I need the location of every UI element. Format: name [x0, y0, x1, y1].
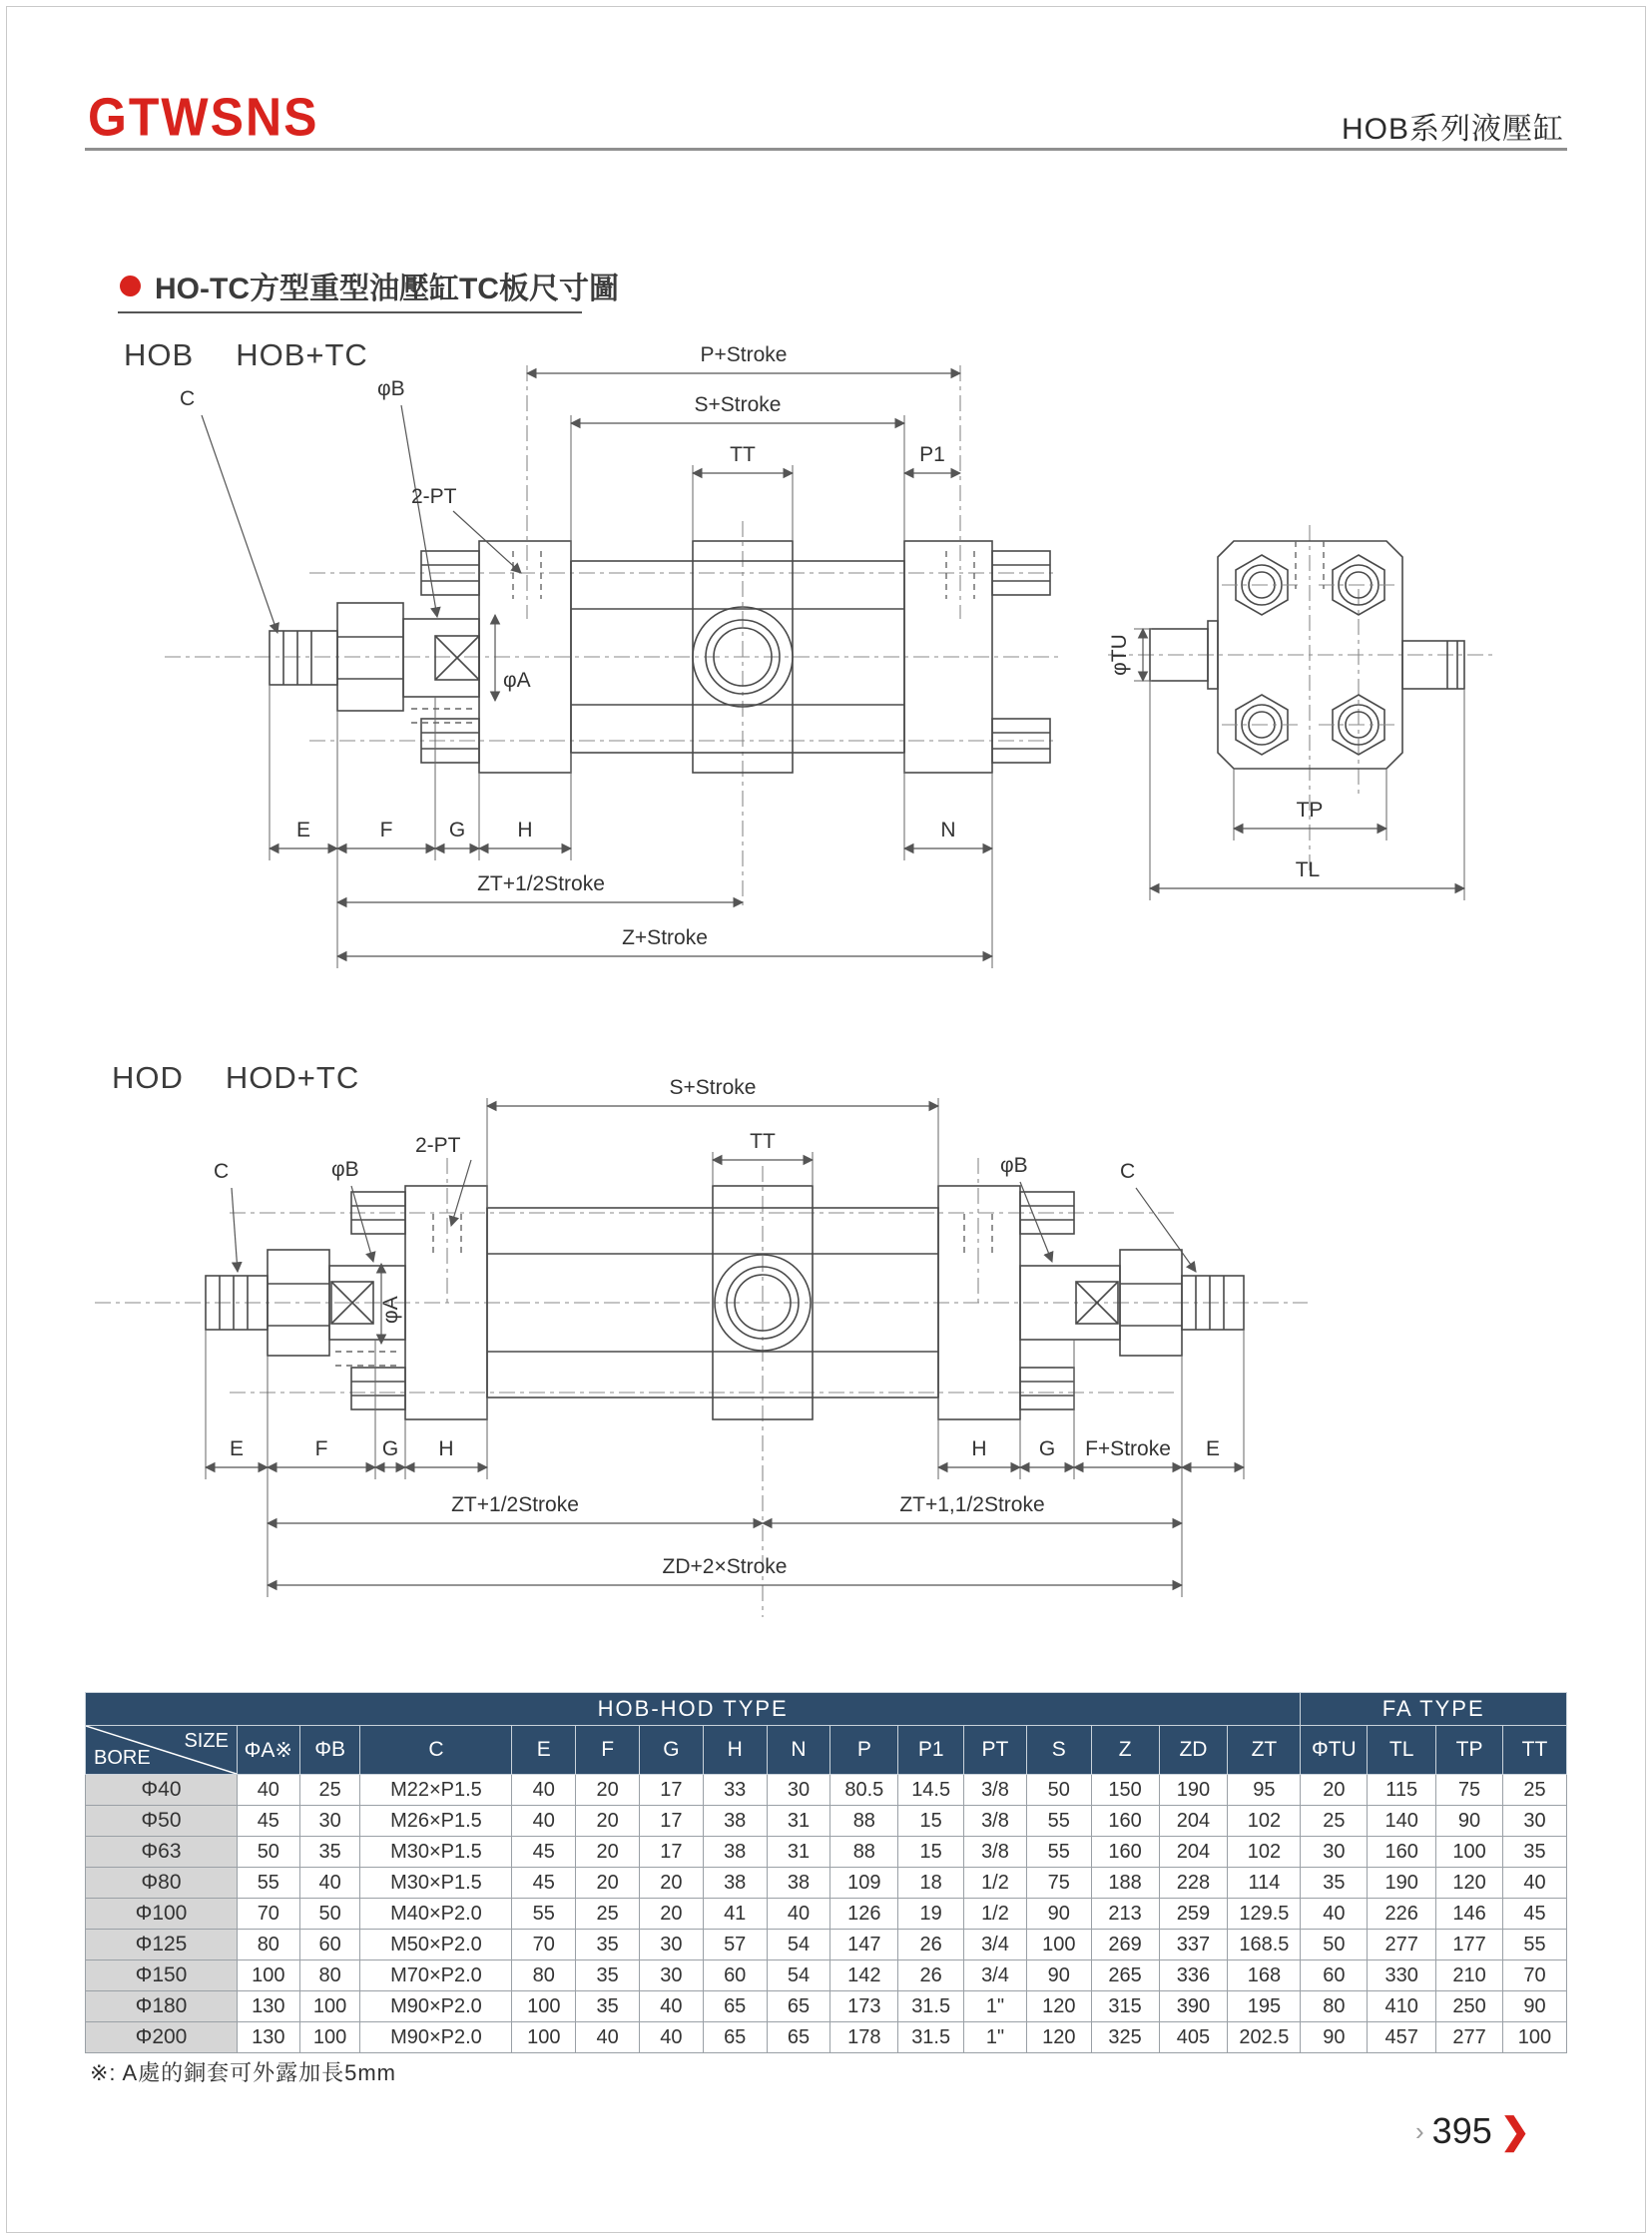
- table-cell: 45: [512, 1837, 576, 1868]
- table-cell: 130: [237, 1991, 299, 2022]
- table-cell: 60: [299, 1930, 360, 1960]
- label-phi-tu: φTU: [1108, 634, 1131, 676]
- table-cell: 90: [1301, 2022, 1368, 2053]
- dim-z-stroke: Z+Stroke: [622, 926, 708, 949]
- table-cell: 35: [1301, 1868, 1368, 1899]
- table-cell: 55: [512, 1899, 576, 1930]
- table-cell: 213: [1091, 1899, 1159, 1930]
- dim-n: N: [940, 819, 956, 841]
- column-header: ZD: [1159, 1726, 1228, 1775]
- table-cell: 25: [1502, 1775, 1566, 1806]
- table-cell: 31.5: [898, 1991, 964, 2022]
- table-cell: 26: [898, 1960, 964, 1991]
- bore-cell: Φ200: [86, 2022, 238, 2053]
- table-cell: 405: [1159, 2022, 1228, 2053]
- dim-h: H: [517, 819, 533, 841]
- table-cell: 40: [1502, 1868, 1566, 1899]
- table-cell: 55: [1502, 1930, 1566, 1960]
- table-cell: 100: [512, 2022, 576, 2053]
- column-header: ΦB: [299, 1726, 360, 1775]
- table-row: [86, 1899, 1567, 1930]
- table-cell: 277: [1368, 1930, 1436, 1960]
- table-cell: 65: [703, 1991, 767, 2022]
- table-cell: 40: [767, 1899, 830, 1930]
- table-cell: 178: [830, 2022, 898, 2053]
- table-row: [86, 1991, 1567, 2022]
- table-cell: 80: [237, 1930, 299, 1960]
- spec-table: [85, 1692, 1567, 2053]
- table-cell: 160: [1368, 1837, 1436, 1868]
- bore-cell: Φ100: [86, 1899, 238, 1930]
- table-cell: 70: [512, 1930, 576, 1960]
- table-cell: 173: [830, 1991, 898, 2022]
- dim-zt-half: ZT+1/2Stroke: [477, 872, 605, 895]
- table-cell: 3/4: [964, 1960, 1027, 1991]
- table-cell: 120: [1026, 2022, 1091, 2053]
- dim-g-right: G: [1038, 1437, 1056, 1460]
- table-cell: 204: [1159, 1806, 1228, 1837]
- table-cell: 25: [1301, 1806, 1368, 1837]
- label-phi-b: φB: [377, 377, 405, 400]
- table-cell: M30×P1.5: [360, 1837, 512, 1868]
- table-cell: 88: [830, 1837, 898, 1868]
- table-cell: 100: [299, 1991, 360, 2022]
- column-header: ΦA※: [237, 1726, 299, 1775]
- table-cell: 41: [703, 1899, 767, 1930]
- table-group-header-row: [86, 1693, 1567, 1726]
- dim-g-left: G: [381, 1437, 399, 1460]
- table-cell: 3/4: [964, 1930, 1027, 1960]
- table-cell: 38: [767, 1868, 830, 1899]
- table-cell: 146: [1436, 1899, 1503, 1930]
- table-cell: 57: [703, 1930, 767, 1960]
- table-cell: 150: [1091, 1775, 1159, 1806]
- table-cell: 336: [1159, 1960, 1228, 1991]
- label-phi-b-left: φB: [331, 1158, 359, 1181]
- table-cell: M40×P2.0: [360, 1899, 512, 1930]
- table-cell: 100: [1436, 1837, 1503, 1868]
- table-cell: 33: [703, 1775, 767, 1806]
- column-header: PT: [964, 1726, 1027, 1775]
- table-row: [86, 1930, 1567, 1960]
- table-cell: 14.5: [898, 1775, 964, 1806]
- header-rule: [85, 148, 1567, 151]
- column-header: TP: [1436, 1726, 1503, 1775]
- table-cell: 202.5: [1228, 2022, 1301, 2053]
- table-cell: 70: [237, 1899, 299, 1930]
- table-cell: 55: [1026, 1806, 1091, 1837]
- table-cell: 30: [299, 1806, 360, 1837]
- table-cell: 457: [1368, 2022, 1436, 2053]
- table-cell: 265: [1091, 1960, 1159, 1991]
- table-cell: 20: [576, 1837, 640, 1868]
- table-cell: 90: [1436, 1806, 1503, 1837]
- bore-cell: Φ180: [86, 1991, 238, 2022]
- column-header: G: [640, 1726, 704, 1775]
- dim-h-left: H: [438, 1437, 454, 1460]
- column-header: Z: [1091, 1726, 1159, 1775]
- figure2-name-b: HOD+TC: [225, 1060, 360, 1095]
- hob-dimensions: [180, 343, 992, 968]
- table-cell: 95: [1228, 1775, 1301, 1806]
- table-cell: 20: [640, 1899, 704, 1930]
- table-cell: 65: [703, 2022, 767, 2053]
- table-cell: 80: [1301, 1991, 1368, 2022]
- table-row: [86, 1960, 1567, 1991]
- bore-cell: Φ40: [86, 1775, 238, 1806]
- table-cell: 35: [576, 1930, 640, 1960]
- table-cell: 410: [1368, 1991, 1436, 2022]
- figure2-name-a: HOD: [112, 1060, 184, 1095]
- table-cell: 277: [1436, 2022, 1503, 2053]
- label-phi-a: φA: [379, 1296, 402, 1324]
- table-cell: 40: [640, 1991, 704, 2022]
- label-c-right: C: [1120, 1160, 1136, 1183]
- table-cell: 31.5: [898, 2022, 964, 2053]
- figure1-name-b: HOB+TC: [236, 337, 368, 372]
- dim-e: E: [295, 819, 311, 841]
- column-header: N: [767, 1726, 830, 1775]
- red-bullet-icon: [120, 276, 141, 296]
- table-cell: 90: [1502, 1991, 1566, 2022]
- table-cell: 15: [898, 1837, 964, 1868]
- table-cell: 160: [1091, 1806, 1159, 1837]
- table-cell: 3/8: [964, 1806, 1027, 1837]
- table-cell: 250: [1436, 1991, 1503, 2022]
- label-2pt: 2-PT: [415, 1134, 461, 1157]
- table-cell: 54: [767, 1930, 830, 1960]
- table-cell: M22×P1.5: [360, 1775, 512, 1806]
- table-cell: 115: [1368, 1775, 1436, 1806]
- dim-zd-two: ZD+2×Stroke: [662, 1555, 788, 1578]
- table-cell: 1/2: [964, 1868, 1027, 1899]
- column-header: E: [512, 1726, 576, 1775]
- table-cell: 35: [299, 1837, 360, 1868]
- table-cell: 40: [237, 1775, 299, 1806]
- bore-cell: Φ63: [86, 1837, 238, 1868]
- table-cell: 188: [1091, 1868, 1159, 1899]
- table-cell: 80: [512, 1960, 576, 1991]
- table-cell: M90×P2.0: [360, 2022, 512, 2053]
- table-cell: M50×P2.0: [360, 1930, 512, 1960]
- table-cell: 120: [1436, 1868, 1503, 1899]
- figure1-name-a: HOB: [124, 337, 195, 372]
- column-header: H: [703, 1726, 767, 1775]
- bore-cell: Φ125: [86, 1930, 238, 1960]
- hob-dimension-drawing: [150, 289, 1577, 1008]
- table-cell: 55: [1026, 1837, 1091, 1868]
- dim-tt: TT: [750, 1130, 776, 1153]
- label-c-left: C: [214, 1160, 230, 1183]
- table-cell: 330: [1368, 1960, 1436, 1991]
- table-cell: 3/8: [964, 1775, 1027, 1806]
- table-cell: 31: [767, 1806, 830, 1837]
- table-cell: 75: [1026, 1868, 1091, 1899]
- table-cell: 102: [1228, 1806, 1301, 1837]
- table-cell: 45: [1502, 1899, 1566, 1930]
- table-cell: 195: [1228, 1991, 1301, 2022]
- table-cell: 1": [964, 2022, 1027, 2053]
- dim-s-stroke: S+Stroke: [694, 393, 782, 416]
- dim-p1: P1: [919, 443, 945, 466]
- table-cell: 20: [640, 1868, 704, 1899]
- table-cell: 190: [1368, 1868, 1436, 1899]
- table-cell: 114: [1228, 1868, 1301, 1899]
- table-row: [86, 1775, 1567, 1806]
- section-title-text: HO-TC方型重型油壓缸TC板尺寸圖: [155, 273, 619, 305]
- table-cell: 45: [512, 1868, 576, 1899]
- page-number: 395: [1431, 2110, 1492, 2151]
- table-cell: 168.5: [1228, 1930, 1301, 1960]
- table-cell: 1": [964, 1991, 1027, 2022]
- dim-e-left: E: [229, 1437, 245, 1460]
- table-cell: 20: [576, 1775, 640, 1806]
- dim-f-left: F: [314, 1437, 328, 1460]
- bore-cell: Φ150: [86, 1960, 238, 1991]
- table-cell: 204: [1159, 1837, 1228, 1868]
- table-cell: 1/2: [964, 1899, 1027, 1930]
- column-header: P1: [898, 1726, 964, 1775]
- table-cell: 17: [640, 1806, 704, 1837]
- table-row: [86, 1806, 1567, 1837]
- column-header: ZT: [1228, 1726, 1301, 1775]
- bore-cell: Φ80: [86, 1868, 238, 1899]
- bore-cell: Φ50: [86, 1806, 238, 1837]
- table-cell: 228: [1159, 1868, 1228, 1899]
- table-cell: 80.5: [830, 1775, 898, 1806]
- dim-tp: TP: [1296, 799, 1324, 822]
- table-cell: 18: [898, 1868, 964, 1899]
- tc-plate-end-view: [1108, 525, 1492, 900]
- table-cell: 54: [767, 1960, 830, 1991]
- table-cell: 30: [1301, 1837, 1368, 1868]
- table-cell: 177: [1436, 1930, 1503, 1960]
- table-cell: 65: [767, 2022, 830, 2053]
- table-cell: 15: [898, 1806, 964, 1837]
- table-cell: 17: [640, 1775, 704, 1806]
- column-header: TL: [1368, 1726, 1436, 1775]
- table-cell: 126: [830, 1899, 898, 1930]
- table-cell: 35: [576, 1991, 640, 2022]
- table-cell: 325: [1091, 2022, 1159, 2053]
- table-cell: 100: [1502, 2022, 1566, 2053]
- table-cell: 90: [1026, 1899, 1091, 1930]
- table-cell: 40: [512, 1775, 576, 1806]
- table-cell: 160: [1091, 1837, 1159, 1868]
- table-cell: 65: [767, 1991, 830, 2022]
- brand-logo: GTWSNS: [88, 86, 319, 148]
- table-cell: 50: [1301, 1930, 1368, 1960]
- table-cell: 38: [703, 1837, 767, 1868]
- table-cell: 100: [237, 1960, 299, 1991]
- dim-e-right: E: [1205, 1437, 1221, 1460]
- column-header: P: [830, 1726, 898, 1775]
- dim-f-stroke: F+Stroke: [1085, 1437, 1171, 1460]
- label-2pt: 2-PT: [411, 485, 457, 508]
- table-cell: 17: [640, 1837, 704, 1868]
- table-cell: 55: [237, 1868, 299, 1899]
- dim-zt-one-half: ZT+1,1/2Stroke: [899, 1493, 1045, 1516]
- table-cell: 90: [1026, 1960, 1091, 1991]
- table-row: [86, 2022, 1567, 2053]
- table-cell: 25: [299, 1775, 360, 1806]
- dim-tt: TT: [730, 443, 756, 466]
- size-bore-corner-cell: [86, 1726, 238, 1775]
- column-header: ΦTU: [1301, 1726, 1368, 1775]
- table-cell: 50: [1026, 1775, 1091, 1806]
- table-cell: 3/8: [964, 1837, 1027, 1868]
- table-cell: 109: [830, 1868, 898, 1899]
- table-cell: 50: [237, 1837, 299, 1868]
- table-cell: 26: [898, 1930, 964, 1960]
- table-cell: 60: [1301, 1960, 1368, 1991]
- dim-p-stroke: P+Stroke: [700, 343, 788, 366]
- chevron-small-icon: ›: [1415, 2115, 1424, 2146]
- table-cell: 30: [640, 1930, 704, 1960]
- table-cell: 38: [703, 1868, 767, 1899]
- column-header: F: [576, 1726, 640, 1775]
- column-header: TT: [1502, 1726, 1566, 1775]
- dim-s-stroke: S+Stroke: [669, 1076, 757, 1099]
- table-cell: 20: [1301, 1775, 1368, 1806]
- table-cell: 20: [576, 1806, 640, 1837]
- table-cell: M90×P2.0: [360, 1991, 512, 2022]
- column-header: C: [360, 1726, 512, 1775]
- table-cell: 337: [1159, 1930, 1228, 1960]
- dim-g: G: [448, 819, 466, 841]
- table-cell: 60: [703, 1960, 767, 1991]
- corner-bore-label: BORE: [94, 1747, 151, 1769]
- table-cell: 80: [299, 1960, 360, 1991]
- table-cell: 102: [1228, 1837, 1301, 1868]
- column-header: S: [1026, 1726, 1091, 1775]
- table-cell: 130: [237, 2022, 299, 2053]
- table-cell: 190: [1159, 1775, 1228, 1806]
- table-cell: M70×P2.0: [360, 1960, 512, 1991]
- table-cell: 70: [1502, 1960, 1566, 1991]
- table-cell: 40: [576, 2022, 640, 2053]
- table-cell: 100: [512, 1991, 576, 2022]
- table-cell: 40: [512, 1806, 576, 1837]
- table-cell: 31: [767, 1837, 830, 1868]
- table-cell: 168: [1228, 1960, 1301, 1991]
- table-cell: 120: [1026, 1991, 1091, 2022]
- series-title: HOB系列液壓缸: [1341, 113, 1564, 146]
- table-cell: 38: [703, 1806, 767, 1837]
- corner-size-label: SIZE: [184, 1730, 229, 1752]
- page-footer: [1415, 2110, 1530, 2152]
- hod-dimension-drawing: [80, 1058, 1577, 1677]
- table-cell: 40: [640, 2022, 704, 2053]
- table-cell: 88: [830, 1806, 898, 1837]
- table-cell: M30×P1.5: [360, 1868, 512, 1899]
- table-cell: 142: [830, 1960, 898, 1991]
- table-cell: 259: [1159, 1899, 1228, 1930]
- table-row: [86, 1868, 1567, 1899]
- table-cell: 40: [299, 1868, 360, 1899]
- table-cell: 35: [1502, 1837, 1566, 1868]
- dim-tl: TL: [1295, 858, 1321, 881]
- dim-zt-half: ZT+1/2Stroke: [451, 1493, 579, 1516]
- table-cell: 315: [1091, 1991, 1159, 2022]
- table-cell: 30: [767, 1775, 830, 1806]
- dim-f: F: [379, 819, 393, 841]
- table-cell: 390: [1159, 1991, 1228, 2022]
- table-cell: 269: [1091, 1930, 1159, 1960]
- table-cell: 100: [1026, 1930, 1091, 1960]
- table-cell: 20: [576, 1868, 640, 1899]
- table-column-header-row: [86, 1726, 1567, 1775]
- group-header-fa: FA TYPE: [1301, 1693, 1567, 1726]
- label-c: C: [180, 387, 196, 410]
- table-cell: 100: [299, 2022, 360, 2053]
- table-cell: 50: [299, 1899, 360, 1930]
- table-cell: 35: [576, 1960, 640, 1991]
- label-phi-a: φA: [503, 669, 531, 692]
- table-cell: 30: [640, 1960, 704, 1991]
- table-cell: 19: [898, 1899, 964, 1930]
- chevron-right-icon: ❯: [1499, 2110, 1530, 2151]
- table-cell: 45: [237, 1806, 299, 1837]
- group-header-hob-hod: HOB-HOD TYPE: [86, 1693, 1301, 1726]
- table-cell: 129.5: [1228, 1899, 1301, 1930]
- table-cell: 75: [1436, 1775, 1503, 1806]
- table-cell: 40: [1301, 1899, 1368, 1930]
- dim-h-right: H: [971, 1437, 987, 1460]
- table-cell: 147: [830, 1930, 898, 1960]
- table-cell: 226: [1368, 1899, 1436, 1930]
- label-phi-b-right: φB: [1000, 1154, 1028, 1177]
- table-cell: 30: [1502, 1806, 1566, 1837]
- table-row: [86, 1837, 1567, 1868]
- hod-side-view: [95, 1158, 1308, 1617]
- table-cell: 25: [576, 1899, 640, 1930]
- table-cell: 210: [1436, 1960, 1503, 1991]
- table-footnote: ※: A處的銅套可外露加長5mm: [90, 2060, 397, 2085]
- hod-dimensions: [206, 1076, 1244, 1597]
- table-cell: 140: [1368, 1806, 1436, 1837]
- table-cell: M26×P1.5: [360, 1806, 512, 1837]
